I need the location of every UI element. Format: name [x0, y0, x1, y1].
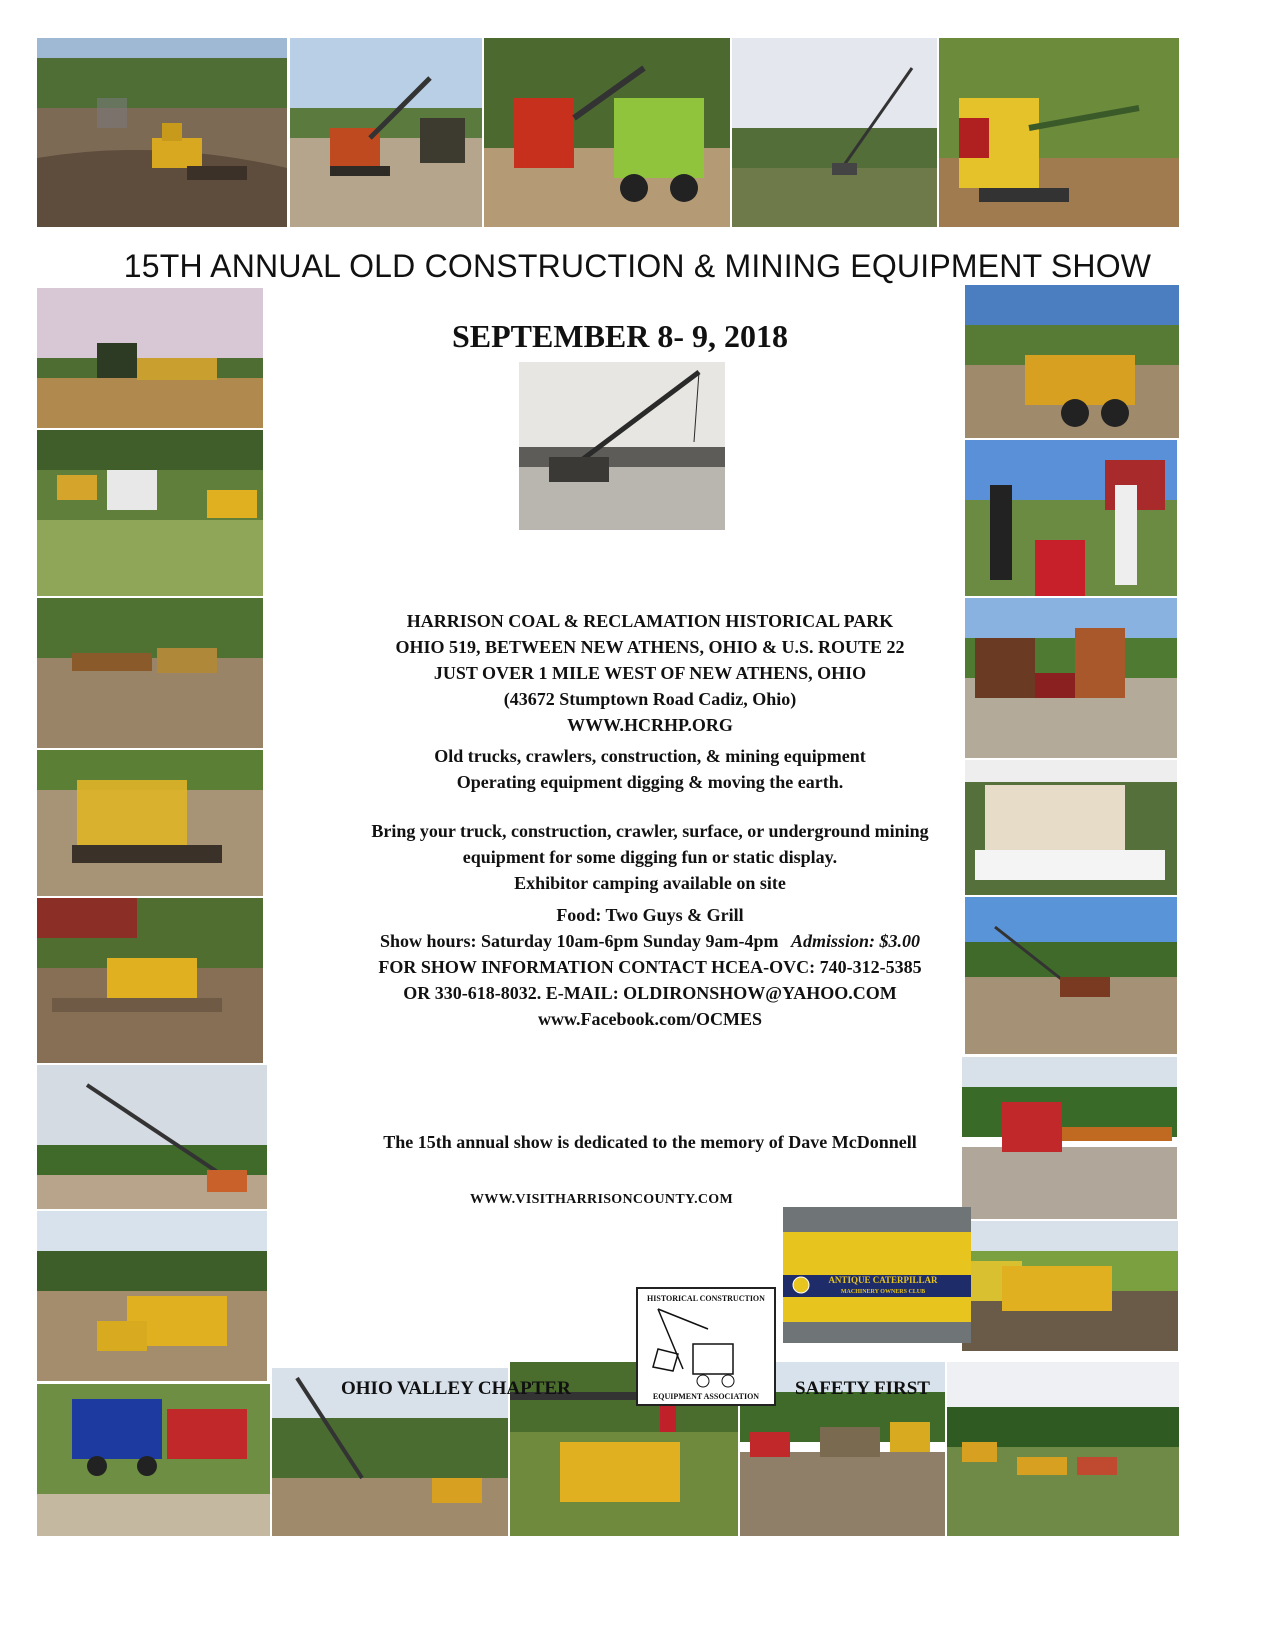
show-hours-line	[290, 928, 1010, 954]
safety-first-label: SAFETY FIRST	[795, 1378, 930, 1399]
photo-top-5-yellow-shovel	[939, 38, 1179, 227]
harrison-county-website: WWW.VISITHARRISONCOUNTY.COM	[470, 1192, 733, 1207]
contact-email: OR 330-618-8032. E-MAIL: OLDIRONSHOW@YAHOO.COM	[403, 983, 897, 1003]
photo-left-2-trucks-field	[37, 430, 263, 596]
location-block	[300, 608, 1000, 738]
photo-right-7-dozer-flowers	[962, 1221, 1178, 1351]
acmoc-banner	[783, 1207, 971, 1343]
location-website: WWW.HCRHP.ORG	[567, 715, 733, 735]
photo-left-4-dozer-cab	[37, 750, 263, 896]
photo-top-1-bulldozer	[37, 38, 287, 227]
location-distance: JUST OVER 1 MILE WEST OF NEW ATHENS, OHIO	[433, 663, 867, 683]
description-line-2: Operating equipment digging & moving the earth.	[456, 772, 844, 792]
photo-right-2-people-display	[965, 440, 1177, 596]
food-info: Food: Two Guys & Grill	[556, 905, 744, 925]
location-address: (43672 Stumptown Road Cadiz, Ohio)	[503, 689, 797, 709]
invitation-line-3: Exhibitor camping available on site	[514, 873, 786, 893]
hcea-shovel-icon	[638, 1289, 774, 1404]
photo-left-6-crane-bucket	[37, 1065, 267, 1209]
svg-text:EQUIPMENT ASSOCIATION: EQUIPMENT ASSOCIATION	[652, 1392, 760, 1401]
photo-top-4-crane	[732, 38, 937, 227]
invitation-line-2: equipment for some digging fun or static display.	[462, 847, 838, 867]
show-hours: Show hours: Saturday 10am-6pm Sunday 9am-4pm	[379, 931, 779, 951]
svg-text:HISTORICAL CONSTRUCTION: HISTORICAL CONSTRUCTION	[647, 1294, 765, 1303]
description-block	[300, 743, 1000, 795]
ohio-valley-chapter-label: OHIO VALLEY CHAPTER	[341, 1378, 571, 1399]
photo-left-5-dozer-driver	[37, 898, 263, 1063]
dedication-text: The 15th annual show is dedicated to the memory of Dave McDonnell	[383, 1132, 917, 1152]
admission: Admission: $3.00	[791, 931, 921, 951]
photo-left-1-scraper	[37, 288, 263, 428]
description-line-1: Old trucks, crawlers, construction, & mining equipment	[434, 746, 866, 766]
svg-text:ANTIQUE CATERPILLAR: ANTIQUE CATERPILLAR	[828, 1275, 938, 1285]
location-park-name: HARRISON COAL & RECLAMATION HISTORICAL PARK	[406, 611, 894, 631]
photo-right-1-backhoe	[965, 285, 1179, 438]
facebook-link: www.Facebook.com/OCMES	[538, 1009, 762, 1029]
location-route: OHIO 519, BETWEEN NEW ATHENS, OHIO & U.S. ROUTE 22	[395, 637, 905, 657]
contact-phone: FOR SHOW INFORMATION CONTACT HCEA-OVC: 740-312-5385	[378, 957, 922, 977]
invitation-block	[290, 818, 1010, 896]
photo-top-3-shovel-and-truck	[484, 38, 730, 227]
main-title: 15TH ANNUAL OLD CONSTRUCTION & MINING EQUIPMENT SHOW	[123, 248, 1152, 284]
hcea-logo	[636, 1287, 776, 1406]
photo-bottom-1-dump-trucks	[37, 1384, 270, 1536]
show-date: SEPTEMBER 8- 9, 2018	[451, 318, 789, 354]
invitation-line-1: Bring your truck, construction, crawler, surface, or underground mining	[371, 821, 929, 841]
photo-center-historic-dragline	[519, 362, 725, 530]
photo-top-2-shovels	[290, 38, 482, 227]
photo-left-3-grader	[37, 598, 263, 748]
svg-text:MACHINERY OWNERS CLUB: MACHINERY OWNERS CLUB	[840, 1289, 926, 1295]
photo-left-7-dozer-hill	[37, 1211, 267, 1381]
photo-bottom-5-dozers-field	[947, 1362, 1179, 1536]
info-block	[290, 902, 1010, 1032]
